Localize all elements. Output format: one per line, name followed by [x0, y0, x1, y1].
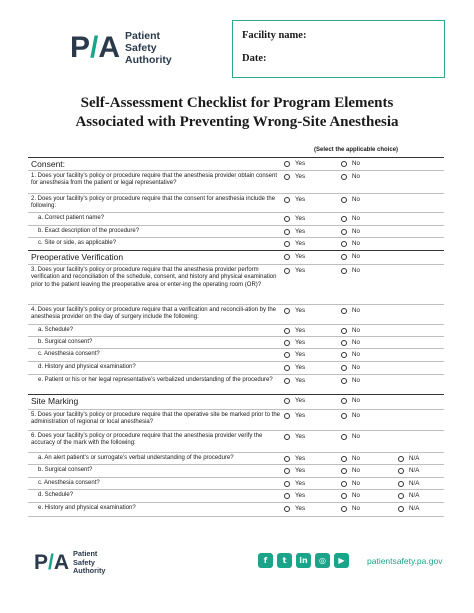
facility-name-label[interactable]: Facility name:: [242, 30, 307, 41]
question-text: b. Surgical consent?: [38, 339, 93, 345]
page-title: Self-Assessment Checklist for Program Elements Associated with Preventing Wrong-Site Anesthesia: [75, 95, 399, 130]
yes-option[interactable]: [284, 339, 305, 346]
section-heading: Consent:: [31, 159, 66, 169]
no-option[interactable]: [341, 480, 360, 487]
radio-button[interactable]: [284, 378, 290, 384]
table-bottom-rule: [28, 516, 444, 517]
no-option[interactable]: [341, 215, 360, 222]
radio-button[interactable]: [398, 493, 404, 499]
no-option[interactable]: [341, 307, 360, 314]
yes-option[interactable]: [284, 455, 305, 462]
no-option[interactable]: [341, 377, 360, 384]
radio-button[interactable]: [284, 216, 290, 222]
radio-button[interactable]: [284, 268, 290, 274]
no-label: No: [352, 327, 360, 334]
radio-button[interactable]: [284, 229, 290, 235]
question-row: [28, 237, 444, 251]
question-text: a. Correct patient name?: [38, 215, 105, 221]
yes-label: Yes: [295, 253, 306, 260]
no-label: No: [352, 455, 360, 462]
yes-label: Yes: [295, 480, 306, 487]
no-option[interactable]: [341, 267, 360, 274]
radio-button[interactable]: [398, 456, 404, 462]
no-label: No: [352, 397, 360, 404]
question-row: [28, 304, 444, 325]
yes-label: Yes: [295, 467, 306, 474]
youtube-icon[interactable]: ▶: [334, 553, 349, 568]
yes-label: Yes: [295, 351, 306, 358]
question-text: e. History and physical examination?: [38, 505, 136, 511]
na-label: N/A: [409, 480, 420, 487]
radio-button[interactable]: [284, 398, 290, 404]
yes-option[interactable]: [284, 397, 305, 404]
yes-label: Yes: [295, 307, 306, 314]
radio-button[interactable]: [341, 174, 347, 180]
no-label: No: [352, 480, 360, 487]
yes-label: Yes: [295, 455, 306, 462]
yes-label: Yes: [295, 240, 306, 247]
radio-button[interactable]: [341, 434, 347, 440]
social-icons: [258, 553, 349, 568]
no-option[interactable]: [341, 492, 360, 499]
radio-button[interactable]: [341, 197, 347, 203]
yes-label: Yes: [295, 215, 306, 222]
yes-option[interactable]: [284, 160, 305, 167]
question-text: a. Schedule?: [38, 327, 74, 333]
radio-button[interactable]: [284, 340, 290, 346]
radio-button[interactable]: [398, 506, 404, 512]
yes-option[interactable]: [284, 480, 305, 487]
no-option[interactable]: [341, 433, 360, 440]
radio-button[interactable]: [398, 481, 404, 487]
yes-label: Yes: [295, 196, 306, 203]
yes-option[interactable]: [284, 492, 305, 499]
question-text: 3. Does your facility’s policy or procedure require that the anesthesia provider perform verification and reconciliation of the schedule, consent, and history and physical examination prior to the patient leaving the preoperative area or enter-ing the operating room (OR)?: [31, 267, 277, 288]
question-text: b. Exact description of the procedure?: [38, 228, 140, 234]
no-label: No: [352, 215, 360, 222]
no-label: No: [352, 173, 360, 180]
yes-label: Yes: [295, 173, 306, 180]
yes-label: Yes: [295, 492, 306, 499]
no-option[interactable]: [341, 505, 360, 512]
yes-label: Yes: [295, 505, 306, 512]
no-option[interactable]: [341, 455, 360, 462]
no-label: No: [352, 160, 360, 167]
date-label[interactable]: Date:: [242, 53, 267, 64]
section-heading: Site Marking: [31, 396, 79, 406]
yes-label: Yes: [295, 339, 306, 346]
no-label: No: [352, 351, 360, 358]
question-text: a. An alert patient’s or surrogate’s verbal understanding of the procedure?: [38, 455, 234, 461]
radio-button[interactable]: [341, 365, 347, 371]
radio-button[interactable]: [284, 481, 290, 487]
yes-option[interactable]: [284, 173, 305, 180]
yes-label: Yes: [295, 377, 306, 384]
website-link[interactable]: patientsafety.pa.gov: [367, 556, 443, 566]
radio-button[interactable]: [284, 468, 290, 474]
radio-button[interactable]: [341, 378, 347, 384]
no-option[interactable]: [341, 351, 360, 358]
no-label: No: [352, 492, 360, 499]
question-row: [28, 409, 444, 431]
no-option[interactable]: [341, 412, 360, 419]
yes-label: Yes: [295, 397, 306, 404]
linkedin-icon[interactable]: in: [296, 553, 311, 568]
na-option[interactable]: [398, 505, 419, 512]
section-heading: Preoperative Verification: [31, 252, 124, 262]
radio-button[interactable]: [284, 328, 290, 334]
no-option[interactable]: [341, 327, 360, 334]
select-note: (Select the applicable choice): [314, 147, 399, 153]
question-row: [28, 374, 444, 395]
radio-button[interactable]: [341, 398, 347, 404]
question-text: 5. Does your facility’s policy or procedure require that the operative site be marked prior to the administration of regional or local anesthesia?: [31, 412, 281, 426]
radio-button[interactable]: [284, 352, 290, 358]
question-text: c. Site or side, as applicable?: [38, 240, 117, 246]
radio-button[interactable]: [341, 216, 347, 222]
radio-button[interactable]: [341, 413, 347, 419]
logo-mark: P/A: [70, 31, 120, 64]
yes-option[interactable]: [284, 307, 305, 314]
no-label: No: [352, 196, 360, 203]
no-option[interactable]: [341, 160, 360, 167]
yes-option[interactable]: [284, 505, 305, 512]
radio-button[interactable]: [341, 340, 347, 346]
na-option[interactable]: [398, 467, 419, 474]
radio-button[interactable]: [341, 328, 347, 334]
na-label: N/A: [409, 455, 420, 462]
no-option[interactable]: [341, 339, 360, 346]
radio-button[interactable]: [284, 161, 290, 167]
question-row: [28, 489, 444, 503]
radio-button[interactable]: [284, 506, 290, 512]
na-label: N/A: [409, 467, 420, 474]
radio-button[interactable]: [284, 254, 290, 260]
radio-button[interactable]: [341, 268, 347, 274]
question-text: e. Patient or his or her legal representative’s verbalized understanding of the procedure?: [38, 377, 273, 383]
no-option[interactable]: [341, 253, 360, 260]
no-option[interactable]: [341, 173, 360, 180]
radio-button[interactable]: [284, 308, 290, 314]
no-label: No: [352, 228, 360, 235]
yes-option[interactable]: [284, 215, 305, 222]
radio-button[interactable]: [284, 434, 290, 440]
question-row: [28, 430, 444, 453]
no-label: No: [352, 412, 360, 419]
question-row: [28, 264, 444, 305]
question-text: 1. Does your facility’s policy or procedure require that the anesthesia provider obtain consent for anesthesia from the patient or legal representative?: [31, 173, 278, 187]
yes-label: Yes: [295, 327, 306, 334]
no-label: No: [352, 364, 360, 371]
no-option[interactable]: [341, 467, 360, 474]
question-row: [28, 502, 444, 517]
question-row: [28, 361, 444, 375]
yes-label: Yes: [295, 364, 306, 371]
no-label: No: [352, 240, 360, 247]
question-row: [28, 212, 444, 226]
yes-label: Yes: [295, 267, 306, 274]
radio-button[interactable]: [398, 468, 404, 474]
radio-button[interactable]: [284, 241, 290, 247]
no-label: No: [352, 253, 360, 260]
na-label: N/A: [409, 505, 420, 512]
yes-option[interactable]: [284, 253, 305, 260]
no-option[interactable]: [341, 228, 360, 235]
radio-button[interactable]: [341, 506, 347, 512]
radio-button[interactable]: [284, 493, 290, 499]
no-label: No: [352, 433, 360, 440]
question-text: 6. Does your facility’s policy or procedure require that the anesthesia provider verify the accuracy of the mark with the following:: [31, 433, 263, 447]
yes-label: Yes: [295, 412, 306, 419]
no-label: No: [352, 467, 360, 474]
na-option[interactable]: [398, 455, 419, 462]
no-option[interactable]: [341, 397, 360, 404]
na-option[interactable]: [398, 492, 419, 499]
radio-button[interactable]: [284, 174, 290, 180]
section-row: [28, 250, 444, 265]
question-text: b. Surgical consent?: [38, 467, 93, 473]
footer-logo-mark: P/A: [34, 550, 69, 574]
radio-button[interactable]: [284, 197, 290, 203]
question-text: 2. Does your facility’s policy or procedure require that the consent for anesthesia include the following:: [31, 196, 276, 210]
yes-option[interactable]: [284, 377, 305, 384]
facebook-icon[interactable]: f: [258, 553, 273, 568]
question-row: [28, 193, 444, 213]
no-option[interactable]: [341, 240, 360, 247]
footer-logo: [34, 550, 105, 576]
question-row: [28, 464, 444, 478]
no-label: No: [352, 377, 360, 384]
yes-option[interactable]: [284, 240, 305, 247]
section-row: [28, 157, 444, 171]
yes-option[interactable]: [284, 351, 305, 358]
radio-button[interactable]: [341, 254, 347, 260]
facility-info-box: [232, 20, 445, 78]
yes-label: Yes: [295, 228, 306, 235]
yes-option[interactable]: [284, 467, 305, 474]
no-label: No: [352, 267, 360, 274]
radio-button[interactable]: [341, 456, 347, 462]
footer-logo-text: Patient Safety Authority: [73, 549, 106, 575]
question-text: d. History and physical examination?: [38, 364, 136, 370]
question-text: c. Anesthesia consent?: [38, 480, 100, 486]
question-text: d. Schedule?: [38, 492, 74, 498]
no-option[interactable]: [341, 364, 360, 371]
radio-button[interactable]: [341, 493, 347, 499]
radio-button[interactable]: [341, 241, 347, 247]
no-label: No: [352, 307, 360, 314]
radio-button[interactable]: [341, 229, 347, 235]
logo-text: Patient Safety Authority: [125, 30, 172, 66]
question-text: c. Anesthesia consent?: [38, 351, 100, 357]
no-label: No: [352, 339, 360, 346]
yes-label: Yes: [295, 160, 306, 167]
na-label: N/A: [409, 492, 420, 499]
yes-option[interactable]: [284, 364, 305, 371]
instagram-icon[interactable]: ◎: [315, 553, 330, 568]
radio-button[interactable]: [284, 413, 290, 419]
question-row: [28, 348, 444, 362]
yes-option[interactable]: [284, 196, 305, 203]
question-text: 4. Does your facility’s policy or procedure require that a verification and reconcili-ation by the anesthesia provider on the day of surgery include the following:: [31, 307, 277, 321]
na-option[interactable]: [398, 480, 419, 487]
yes-option[interactable]: [284, 267, 305, 274]
question-row: [28, 170, 444, 194]
yes-option[interactable]: [284, 433, 305, 440]
radio-button[interactable]: [341, 468, 347, 474]
radio-button[interactable]: [284, 456, 290, 462]
yes-option[interactable]: [284, 327, 305, 334]
section-row: [28, 394, 444, 410]
yes-option[interactable]: [284, 228, 305, 235]
twitter-icon[interactable]: t: [277, 553, 292, 568]
radio-button[interactable]: [284, 365, 290, 371]
radio-button[interactable]: [341, 308, 347, 314]
no-label: No: [352, 505, 360, 512]
yes-label: Yes: [295, 433, 306, 440]
yes-option[interactable]: [284, 412, 305, 419]
radio-button[interactable]: [341, 161, 347, 167]
radio-button[interactable]: [341, 352, 347, 358]
psa-logo: [70, 30, 172, 66]
radio-button[interactable]: [341, 481, 347, 487]
no-option[interactable]: [341, 196, 360, 203]
